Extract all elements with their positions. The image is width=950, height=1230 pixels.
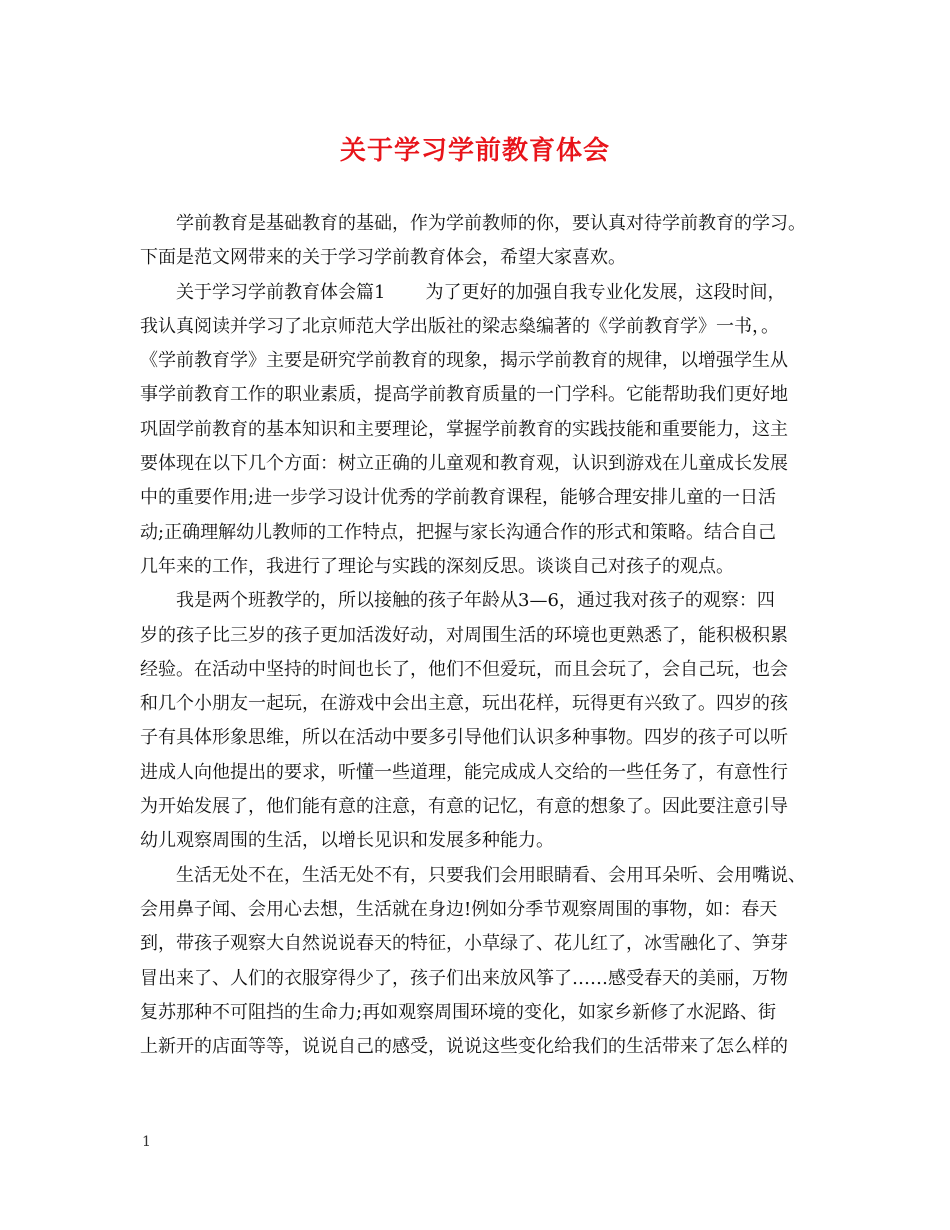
body-line: 到，带孩子观察大自然说说春天的特征，小草绿了、花儿红了，冰雪融化了、笋芽: [140, 933, 788, 955]
body-line: 我是两个班教学的，所以接触的孩子年龄从3—6，通过我对孩子的观察：四: [176, 590, 775, 612]
body-line: 上新开的店面等等，说说自己的感受，说说这些变化给我们的生活带来了怎么样的: [140, 1036, 788, 1058]
body-line-combined: [140, 276, 812, 310]
body-line: 《学前教育学》主要是研究学前教育的现象，揭示学前教育的规律，以增强学生从: [140, 350, 788, 372]
body-line: 动;正确理解幼儿教师的工作特点，把握与家长沟通合作的形式和策略。结合自己: [140, 521, 777, 543]
body-line: 巩固学前教育的基本知识和主要理论，掌握学前教育的实践技能和重要能力，这主: [140, 418, 788, 440]
page-number: 1: [142, 1134, 151, 1150]
body-text: 为了更好的加强自我专业化发展，这段时间，: [425, 281, 786, 303]
body-line: 岁的孩子比三岁的孩子更加活泼好动，对周围生活的环境也更熟悉了，能积极积累: [140, 624, 788, 646]
document-body: [140, 207, 812, 1064]
body-line: 子有具体形象思维，所以在活动中要多引导他们认识多种事物。四岁的孩子可以听: [140, 727, 788, 749]
body-line: 事学前教育工作的职业素质，提高学前教育质量的一门学科。它能帮助我们更好地: [140, 384, 788, 406]
body-line: 要体现在以下几个方面：树立正确的儿童观和教育观，认识到游戏在儿童成长发展: [140, 453, 788, 475]
body-line: 生活无处不在，生活无处不有，只要我们会用眼睛看、会用耳朵听、会用嘴说、: [176, 864, 806, 886]
body-line: 中的重要作用;进一步学习设计优秀的学前教育课程，能够合理安排儿童的一日活: [140, 487, 777, 509]
document-title: 关于学习学前教育体会: [339, 136, 610, 166]
body-line: 为开始发展了，他们能有意的注意，有意的记忆，有意的想象了。因此要注意引导: [140, 796, 788, 818]
body-line: 会用鼻子闻、会用心去想，生活就在身边!例如分季节观察周围的事物，如：春天: [140, 898, 778, 920]
body-line: 幼儿观察周围的生活，以增长见识和发展多种能力。: [140, 830, 554, 852]
body-line: 进成人向他提出的要求，听懂一些道理，能完成成人交给的一些任务了，有意性行: [140, 761, 788, 783]
section-heading: 关于学习学前教育体会篇1: [176, 281, 386, 303]
body-line: 学前教育是基础教育的基础，作为学前教师的你，要认真对待学前教育的学习。: [176, 213, 806, 234]
body-line: 几年来的工作，我进行了理论与实践的深刻反思。谈谈自己对孩子的观点。: [140, 555, 734, 577]
body-line: 冒出来了、人们的衣服穿得少了，孩子们出来放风筝了……感受春天的美丽，万物: [140, 967, 788, 989]
body-line: 经验。在活动中坚持的时间也长了，他们不但爱玩，而且会玩了，会自己玩，也会: [140, 658, 788, 680]
body-line: 和几个小朋友一起玩，在游戏中会出主意，玩出花样，玩得更有兴致了。四岁的孩: [140, 693, 788, 715]
body-line: 复苏那种不可阻挡的生命力;再如观察周围环境的变化，如家乡新修了水泥路、街: [140, 1001, 777, 1023]
body-line: 我认真阅读并学习了北京师范大学出版社的梁志燊编著的《学前教育学》一书，。: [140, 315, 779, 337]
body-line: 下面是范文网带来的关于学习学前教育体会，希望大家喜欢。: [140, 247, 626, 269]
